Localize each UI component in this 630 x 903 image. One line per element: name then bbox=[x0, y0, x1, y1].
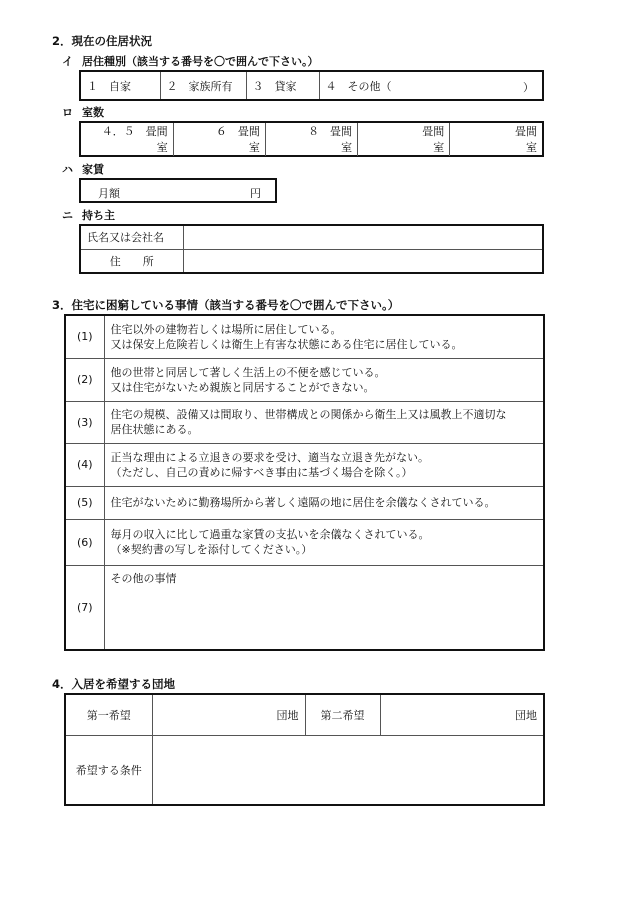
owner-name-label: 氏名又は会社名 bbox=[81, 226, 183, 249]
type-label: イ bbox=[62, 55, 73, 68]
owner-address-label: 住 所 bbox=[81, 249, 183, 272]
reason-line: 居住状態にある。 bbox=[110, 423, 199, 436]
type-option-own[interactable]: １ 自家 bbox=[81, 72, 160, 99]
room-cell-line1: ８ 畳間 bbox=[308, 125, 353, 138]
room-cell-4-5[interactable] bbox=[81, 123, 173, 156]
reason-text-4 bbox=[104, 443, 543, 486]
rent-monthly-label: 月額 bbox=[98, 187, 120, 200]
reason-line: （ただし、自己の責めに帰すべき事由に基づく場合を除く。） bbox=[110, 465, 413, 479]
owner-label: ニ bbox=[62, 209, 73, 222]
reason-num-5[interactable]: (5) bbox=[66, 486, 104, 519]
rooms-label: ロ bbox=[62, 106, 73, 119]
reason-line: 又は保安上危険若しくは衛生上有害な状態にある住宅に居住している。 bbox=[110, 337, 463, 351]
second-choice-unit: 団地 bbox=[515, 708, 537, 722]
room-cell-line1: 畳間 bbox=[422, 125, 445, 138]
desired-complex-table bbox=[64, 693, 545, 806]
type-option-other-close: ） bbox=[523, 81, 534, 94]
owner-box bbox=[79, 224, 544, 274]
reason-text-6 bbox=[104, 519, 543, 565]
type-title: 居住種別（該当する番号を〇で囲んで下さい。） bbox=[82, 55, 319, 68]
reason-text-2 bbox=[104, 358, 543, 401]
reason-line: その他の事情 bbox=[110, 571, 177, 585]
rooms-title: 室数 bbox=[82, 106, 104, 119]
section-2-title: 2．現在の住居状況 bbox=[52, 34, 153, 48]
second-choice-field[interactable] bbox=[380, 695, 543, 735]
hardship-table bbox=[64, 314, 545, 651]
reason-num-1[interactable]: (1) bbox=[66, 316, 104, 358]
rent-label: ハ bbox=[62, 163, 73, 176]
reason-line: 又は住宅がないため親族と同居することができない。 bbox=[110, 380, 375, 394]
room-cell-line2: 室 bbox=[433, 141, 445, 154]
owner-address-field[interactable] bbox=[183, 249, 542, 272]
room-cell-line2: 室 bbox=[526, 141, 537, 154]
reason-num-2[interactable]: (2) bbox=[66, 358, 104, 401]
reason-text-3 bbox=[104, 401, 543, 443]
section-3-title: 3．住宅に困窮している事情（該当する番号を〇で囲んで下さい。） bbox=[52, 298, 400, 312]
room-cell-line2: 室 bbox=[156, 141, 168, 154]
room-cell-8[interactable] bbox=[265, 123, 357, 156]
room-cell-blank-1[interactable] bbox=[358, 123, 450, 156]
residence-type-box bbox=[79, 70, 544, 101]
reason-num-4[interactable]: (4) bbox=[66, 443, 104, 486]
type-option-other-label: ４ その他（ bbox=[325, 79, 392, 93]
type-option-family[interactable]: ２ 家族所有 bbox=[160, 72, 246, 99]
condition-field[interactable] bbox=[152, 735, 543, 804]
rooms-box bbox=[79, 121, 544, 157]
room-cell-6[interactable] bbox=[173, 123, 265, 156]
reason-line: 住宅がないために勤務場所から著しく遠隔の地に居住を余儀なくされている。 bbox=[110, 496, 496, 509]
reason-line: 正当な理由による立退きの要求を受け、適当な立退き先がない。 bbox=[110, 450, 430, 464]
owner-name-field[interactable] bbox=[183, 226, 542, 249]
type-option-other[interactable] bbox=[319, 72, 542, 99]
owner-title: 持ち主 bbox=[82, 209, 115, 222]
second-choice-label: 第二希望 bbox=[305, 695, 380, 735]
room-cell-line2: 室 bbox=[341, 141, 353, 154]
condition-label: 希望する条件 bbox=[66, 735, 152, 804]
room-cell-blank-2[interactable] bbox=[450, 123, 542, 156]
reason-line: 住宅以外の建物若しくは場所に居住している。 bbox=[110, 322, 342, 336]
reason-text-5 bbox=[104, 486, 543, 519]
first-choice-unit: 団地 bbox=[276, 708, 299, 722]
rent-field[interactable] bbox=[79, 178, 277, 203]
rent-unit: 円 bbox=[250, 187, 261, 200]
reason-line: 他の世帯と同居して著しく生活上の不便を感じている。 bbox=[110, 365, 386, 379]
rent-title: 家賃 bbox=[82, 163, 104, 176]
reason-text-7[interactable] bbox=[104, 565, 543, 649]
reason-num-6[interactable]: (6) bbox=[66, 519, 104, 565]
type-option-rental[interactable]: ３ 貸家 bbox=[246, 72, 319, 99]
reason-line: 毎月の収入に比して過重な家賃の支払いを余儀なくされている。 bbox=[110, 528, 430, 541]
first-choice-label: 第一希望 bbox=[66, 695, 152, 735]
reason-line: 住宅の規模、設備又は間取り、世帯構成との関係から衛生上又は風教上不適切な bbox=[110, 408, 507, 421]
section-4-title: 4．入居を希望する団地 bbox=[52, 677, 176, 691]
room-cell-line1: ６ 畳間 bbox=[215, 125, 260, 138]
reason-text-1 bbox=[104, 316, 543, 358]
reason-num-3[interactable]: (3) bbox=[66, 401, 104, 443]
reason-num-7[interactable]: (7) bbox=[66, 565, 104, 649]
room-cell-line1: 畳間 bbox=[515, 125, 537, 138]
first-choice-field[interactable] bbox=[152, 695, 305, 735]
room-cell-line2: 室 bbox=[248, 141, 260, 154]
room-cell-line1: ４．５ 畳間 bbox=[101, 125, 168, 138]
reason-line: （※契約書の写しを添付してください。） bbox=[110, 543, 313, 556]
